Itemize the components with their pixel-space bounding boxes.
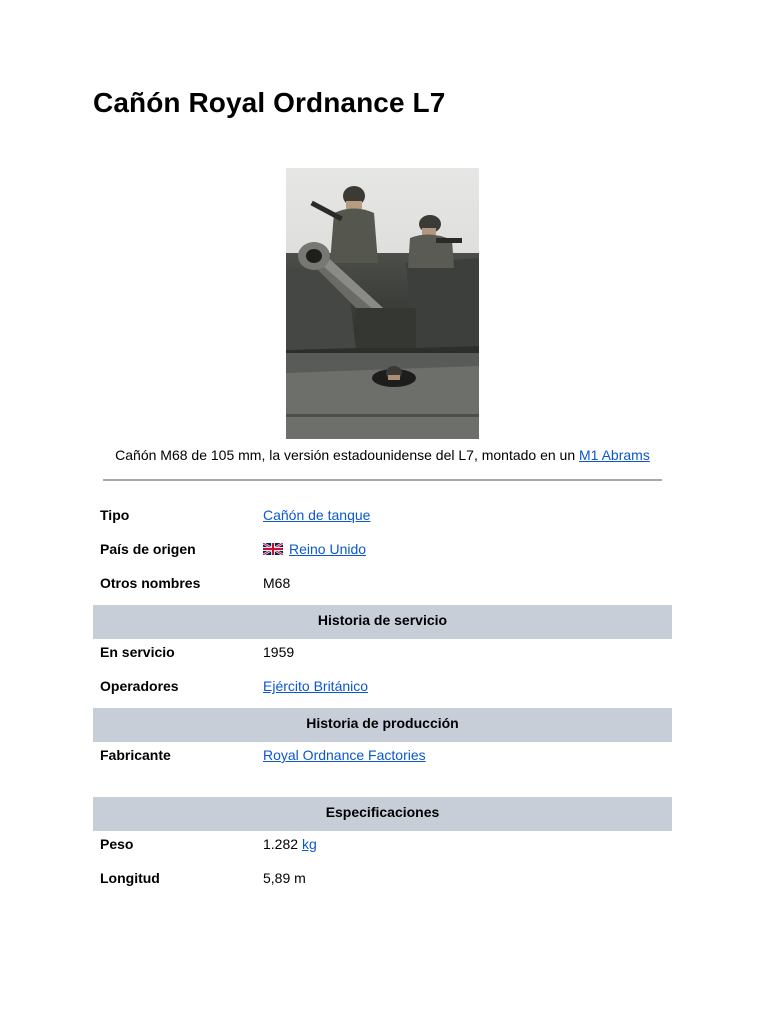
row-value: M68 <box>263 575 291 591</box>
section-historia-de-servicio: Historia de servicio <box>93 605 672 639</box>
caption-text: Cañón M68 de 105 mm, la versión estadounidense del L7, montado en un <box>115 447 580 463</box>
row-label: Fabricante <box>100 747 171 763</box>
tank-photo <box>286 168 479 439</box>
row-fabricante <box>93 739 672 773</box>
uk-flag-icon <box>263 543 283 555</box>
row-label: Operadores <box>100 678 179 694</box>
row-label: Otros nombres <box>100 575 201 591</box>
row-longitud <box>93 862 672 896</box>
row-value <box>263 836 317 852</box>
peso-value: 1.282 <box>263 836 299 852</box>
ejercito-britanico-link[interactable]: Ejército Británico <box>263 678 369 694</box>
reino-unido-link[interactable]: Reino Unido <box>289 541 367 557</box>
royal-ordnance-factories-link[interactable]: Royal Ordnance Factories <box>263 747 426 763</box>
divider <box>103 479 662 481</box>
image-caption <box>93 446 672 464</box>
row-label: Tipo <box>100 507 130 523</box>
row-en-servicio <box>93 636 672 670</box>
row-operadores <box>93 670 672 704</box>
kg-link[interactable]: kg <box>301 836 317 852</box>
row-label: En servicio <box>100 644 175 660</box>
row-tipo <box>93 499 672 533</box>
row-label: Peso <box>100 836 134 852</box>
canon-de-tanque-link[interactable]: Cañón de tanque <box>263 507 371 523</box>
row-label: Longitud <box>100 870 160 886</box>
page-title: Cañón Royal Ordnance L7 <box>93 87 446 118</box>
m1-abrams-link[interactable]: M1 Abrams <box>579 447 650 463</box>
row-pais-de-origen <box>93 533 672 567</box>
section-especificaciones: Especificaciones <box>93 797 672 831</box>
section-historia-de-produccion: Historia de producción <box>93 708 672 742</box>
row-peso <box>93 828 672 862</box>
row-value: 5,89 m <box>263 870 306 886</box>
row-value <box>263 541 366 557</box>
row-otros-nombres <box>93 567 672 601</box>
row-label: País de origen <box>100 541 196 557</box>
row-value: 1959 <box>263 644 295 660</box>
